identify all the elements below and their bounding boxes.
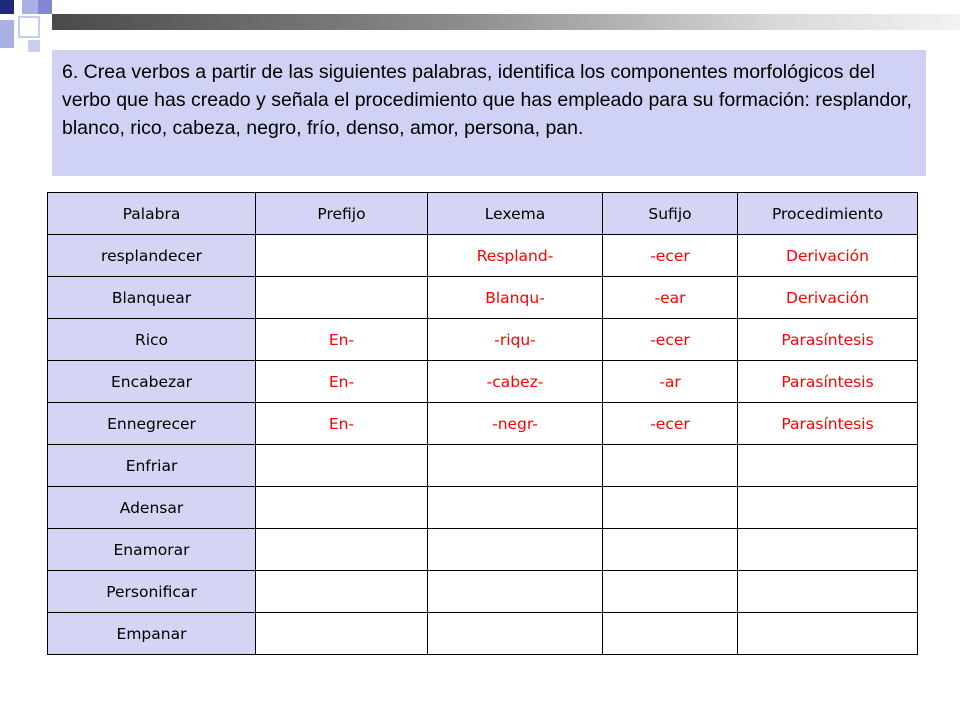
cell-procedimiento: Derivación	[738, 235, 918, 277]
cell-palabra: Adensar	[48, 487, 256, 529]
cell-lexema	[428, 529, 603, 571]
header-prefijo: Prefijo	[256, 193, 428, 235]
decor-square	[38, 0, 52, 14]
table-body	[48, 235, 918, 655]
table-row	[48, 277, 918, 319]
cell-sufijo: -ecer	[603, 319, 738, 361]
cell-procedimiento	[738, 529, 918, 571]
cell-prefijo	[256, 529, 428, 571]
cell-palabra: Enamorar	[48, 529, 256, 571]
cell-procedimiento: Derivación	[738, 277, 918, 319]
cell-sufijo: -ecer	[603, 403, 738, 445]
cell-prefijo	[256, 571, 428, 613]
header-procedimiento: Procedimiento	[738, 193, 918, 235]
cell-palabra: Blanquear	[48, 277, 256, 319]
cell-procedimiento	[738, 613, 918, 655]
cell-sufijo	[603, 529, 738, 571]
table-row	[48, 613, 918, 655]
decor-square	[28, 40, 40, 52]
table-row	[48, 319, 918, 361]
cell-prefijo: En-	[256, 319, 428, 361]
decor-square	[0, 0, 14, 14]
cell-sufijo	[603, 571, 738, 613]
cell-palabra: Encabezar	[48, 361, 256, 403]
header-lexema: Lexema	[428, 193, 603, 235]
table-row	[48, 529, 918, 571]
cell-sufijo	[603, 445, 738, 487]
table-row	[48, 361, 918, 403]
table-row	[48, 487, 918, 529]
cell-procedimiento: Parasíntesis	[738, 361, 918, 403]
cell-palabra: resplandecer	[48, 235, 256, 277]
cell-procedimiento	[738, 445, 918, 487]
cell-lexema: -cabez-	[428, 361, 603, 403]
cell-lexema: Respland-	[428, 235, 603, 277]
decor-square	[0, 20, 14, 48]
cell-procedimiento: Parasíntesis	[738, 319, 918, 361]
cell-prefijo: En-	[256, 403, 428, 445]
table-header-row	[48, 193, 918, 235]
instruction-box: 6. Crea verbos a partir de las siguientes palabras, identifica los componentes morfológicos del verbo que has creado y señala el procedimiento que has empleado para su formación: resplandor, blanco, rico, cabeza, negro, frío, denso, amor, persona, pan.	[52, 50, 926, 176]
cell-palabra: Rico	[48, 319, 256, 361]
cell-sufijo: -ar	[603, 361, 738, 403]
table-row	[48, 403, 918, 445]
cell-procedimiento: Parasíntesis	[738, 403, 918, 445]
cell-sufijo	[603, 613, 738, 655]
cell-lexema	[428, 571, 603, 613]
title-gradient-bar	[52, 14, 960, 30]
cell-palabra: Ennegrecer	[48, 403, 256, 445]
cell-prefijo: En-	[256, 361, 428, 403]
table-row	[48, 445, 918, 487]
cell-procedimiento	[738, 487, 918, 529]
cell-palabra: Personificar	[48, 571, 256, 613]
cell-lexema	[428, 487, 603, 529]
header-palabra: Palabra	[48, 193, 256, 235]
table-row	[48, 571, 918, 613]
cell-lexema: Blanqu-	[428, 277, 603, 319]
cell-lexema	[428, 445, 603, 487]
cell-sufijo	[603, 487, 738, 529]
decor-square	[18, 16, 40, 38]
cell-sufijo: -ear	[603, 277, 738, 319]
cell-prefijo	[256, 445, 428, 487]
cell-prefijo	[256, 235, 428, 277]
cell-palabra: Enfriar	[48, 445, 256, 487]
cell-sufijo: -ecer	[603, 235, 738, 277]
cell-procedimiento	[738, 571, 918, 613]
cell-lexema	[428, 613, 603, 655]
table-row	[48, 235, 918, 277]
cell-palabra: Empanar	[48, 613, 256, 655]
cell-prefijo	[256, 613, 428, 655]
header-sufijo: Sufijo	[603, 193, 738, 235]
cell-lexema: -riqu-	[428, 319, 603, 361]
cell-prefijo	[256, 277, 428, 319]
cell-lexema: -negr-	[428, 403, 603, 445]
morphology-table	[47, 192, 918, 655]
cell-prefijo	[256, 487, 428, 529]
